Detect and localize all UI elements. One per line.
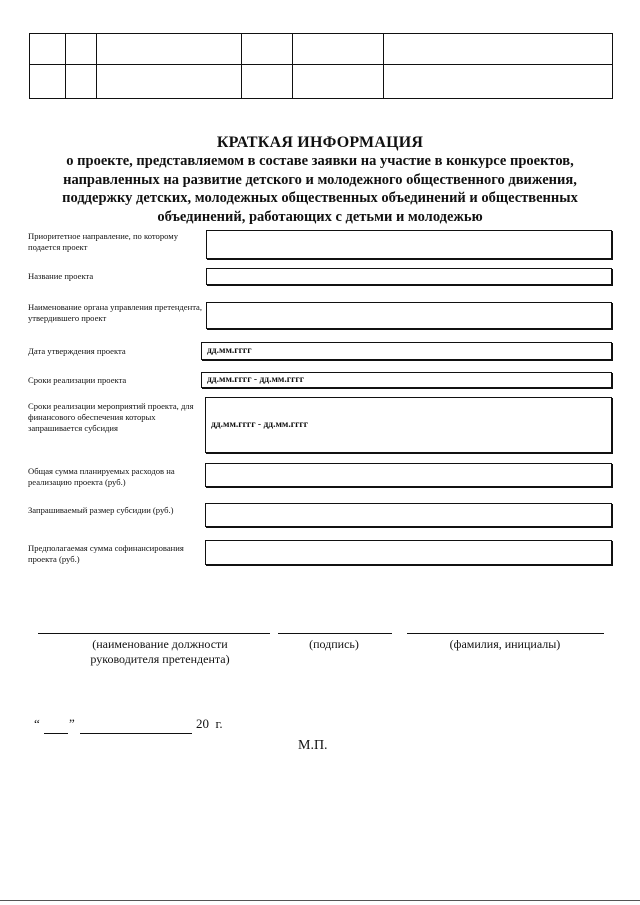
table-divider [65,34,66,98]
table-divider [292,34,293,98]
date-open-quote: “ [34,716,40,731]
name-caption: (фамилия, инициалы) [449,637,561,651]
page-bottom-rule [0,900,640,901]
month-line[interactable] [80,733,192,734]
day-line[interactable] [44,733,68,734]
field-label-subsidy-period: Сроки реализации мероприятий проекта, для финансового обеспечения которых запрашивается субсидия [28,401,194,433]
total-expenses-field[interactable] [205,463,612,487]
governing-body-field[interactable] [206,302,612,329]
table-divider [96,34,97,98]
field-label-total-expenses: Общая сумма планируемых расходов на реализацию проекта (руб.) [28,466,175,487]
position-signature-line [38,633,270,634]
approval-date-field[interactable]: дд.мм.гггг [201,342,612,360]
cofinancing-field[interactable] [205,540,612,565]
table-row-divider [30,64,612,65]
signature-caption: (подпись) [309,637,359,651]
field-label-project-period: Сроки реализации проекта [28,375,127,385]
field-label-priority: Приоритетное направление, по которому подается проект [28,231,179,252]
field-label-project-name: Название проекта [28,271,94,281]
field-label-cofinancing: Предполагаемая сумма софинансирования проекта (руб.) [28,543,184,564]
field-label-subsidy-amount: Запрашиваемый размер субсидии (руб.) [28,505,174,515]
subsidy-period-field[interactable]: дд.мм.гггг - дд.мм.гггг [205,397,612,453]
table-divider [383,34,384,98]
priority-direction-field[interactable] [206,230,612,259]
document-subtitle: о проекте, представляемом в составе заявки на участие в конкурсе проектов, направленных на развитие детского и молодежного общественного движения, поддержку детских, молодежных общественных объединений и общественных объединений, работающих с детьми и молодежью [62,153,578,225]
registration-table [29,33,613,99]
stamp-label: М.П. [298,738,328,753]
field-label-governing-body: Наименование органа управления претендента, утвердившего проект [28,302,203,323]
position-caption: (наименование должности руководителя претендента) [90,637,230,666]
field-label-approval-date: Дата утверждения проекта [28,346,126,356]
date-close-quote: ” [69,716,75,731]
project-period-field[interactable]: дд.мм.гггг - дд.мм.гггг [201,372,612,388]
year-suffix: 20 г. [196,716,223,731]
signature-line [278,633,392,634]
table-divider [241,34,242,98]
name-signature-line [407,633,604,634]
subsidy-amount-field[interactable] [205,503,612,527]
project-name-field[interactable] [206,268,612,285]
document-title: КРАТКАЯ ИНФОРМАЦИЯ [216,134,424,151]
